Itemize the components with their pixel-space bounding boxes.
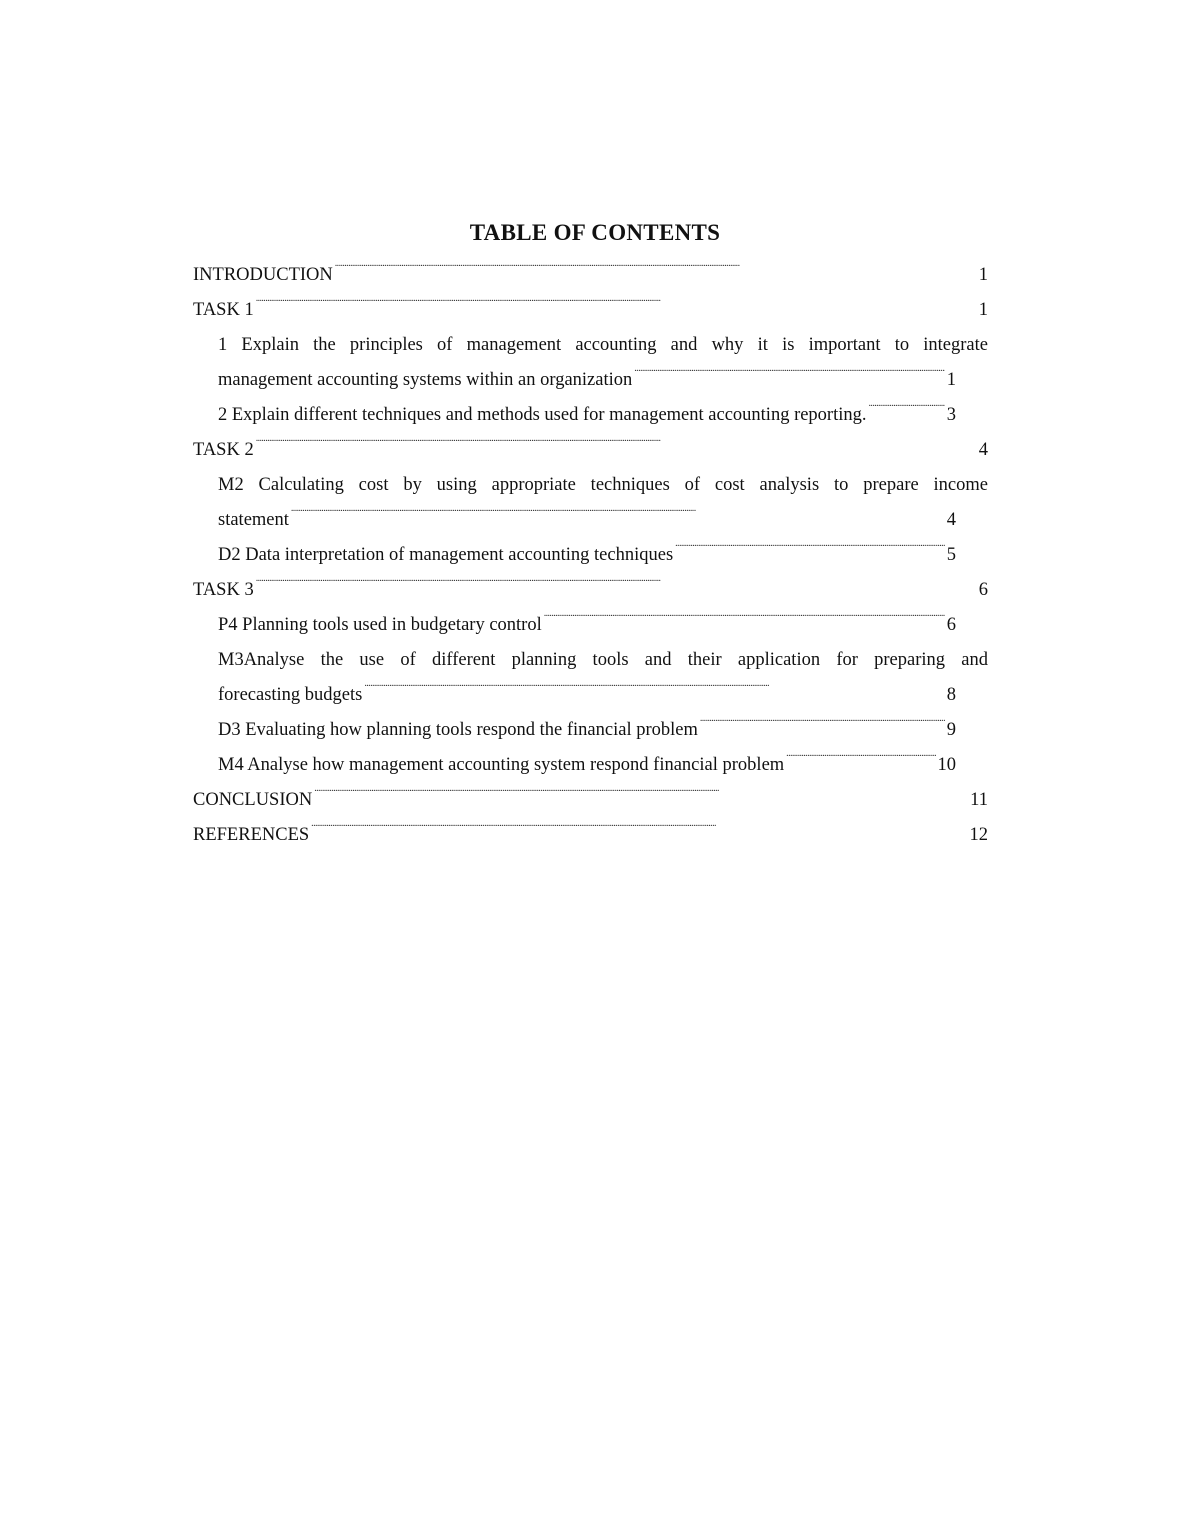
toc-entry-page: 11 — [970, 790, 988, 810]
toc-entry-page: 10 — [937, 755, 956, 775]
toc-entry-conclusion[interactable] — [193, 783, 988, 818]
toc-entry-label-line2: forecasting budgets — [218, 685, 363, 705]
dot-leader — [634, 367, 944, 386]
toc-entry-label-line2: management accounting systems within an organization — [218, 370, 633, 390]
toc-entry-page: 4 — [946, 510, 956, 530]
toc-entry-label: REFERENCES — [193, 825, 310, 845]
table-of-contents — [193, 258, 988, 853]
toc-entry-principles[interactable] — [193, 328, 988, 398]
toc-entry-page: 12 — [969, 825, 988, 845]
toc-entry-label: TASK 2 — [193, 440, 254, 460]
toc-entry-task-2[interactable] — [193, 433, 988, 468]
toc-entry-d3[interactable] — [193, 713, 988, 748]
toc-entry-page: 9 — [946, 720, 956, 740]
dot-leader — [256, 577, 977, 596]
dot-leader — [311, 822, 967, 841]
dot-leader — [335, 262, 977, 281]
toc-entry-label: TASK 1 — [193, 300, 254, 320]
toc-entry-page: 8 — [946, 685, 956, 705]
dot-leader — [786, 752, 935, 771]
toc-entry-page: 5 — [946, 545, 956, 565]
toc-entry-label: 2 Explain different techniques and methods used for management accounting reporting. — [218, 405, 867, 425]
dot-leader — [869, 402, 945, 421]
dot-leader — [544, 612, 945, 631]
toc-entry-page: 6 — [946, 615, 956, 635]
toc-entry-task-3[interactable] — [193, 573, 988, 608]
dot-leader — [291, 507, 945, 526]
dot-leader — [314, 787, 968, 806]
toc-entry-m3[interactable] — [193, 643, 988, 713]
toc-entry-task-1[interactable] — [193, 293, 988, 328]
toc-entry-label: CONCLUSION — [193, 790, 313, 810]
toc-entry-label-line1: M2 Calculating cost by using appropriate techniques of cost analysis to prepare income — [218, 475, 988, 495]
toc-entry-label-line2: statement — [218, 510, 289, 530]
toc-entry-label: D3 Evaluating how planning tools respond the financial problem — [218, 720, 698, 740]
toc-entry-d2[interactable] — [193, 538, 988, 573]
toc-entry-label-line1: M3Analyse the use of different planning tools and their application for preparing and — [218, 650, 988, 670]
toc-title: TABLE OF CONTENTS — [469, 220, 721, 245]
toc-entry-m2[interactable] — [193, 468, 988, 538]
toc-entry-page: 6 — [978, 580, 988, 600]
toc-entry-m4[interactable] — [193, 748, 988, 783]
toc-entry-page: 1 — [978, 300, 988, 320]
dot-leader — [675, 542, 945, 561]
toc-entry-page: 4 — [978, 440, 988, 460]
toc-entry-techniques[interactable] — [193, 398, 988, 433]
dot-leader — [256, 437, 977, 456]
toc-entry-references[interactable] — [193, 818, 988, 853]
toc-entry-page: 1 — [946, 370, 956, 390]
dot-leader — [700, 717, 945, 736]
toc-entry-label: TASK 3 — [193, 580, 254, 600]
toc-entry-label: D2 Data interpretation of management accounting techniques — [218, 545, 674, 565]
dot-leader — [256, 297, 977, 316]
dot-leader — [364, 682, 944, 701]
toc-entry-p4[interactable] — [193, 608, 988, 643]
toc-entry-label: P4 Planning tools used in budgetary control — [218, 615, 542, 635]
toc-entry-label-line1: 1 Explain the principles of management accounting and why it is important to integrate — [218, 335, 988, 355]
toc-entry-introduction[interactable] — [193, 258, 988, 293]
toc-entry-page: 3 — [946, 405, 956, 425]
toc-entry-label: INTRODUCTION — [193, 265, 333, 285]
toc-entry-label: M4 Analyse how management accounting system respond financial problem — [218, 755, 785, 775]
toc-entry-page: 1 — [978, 265, 988, 285]
